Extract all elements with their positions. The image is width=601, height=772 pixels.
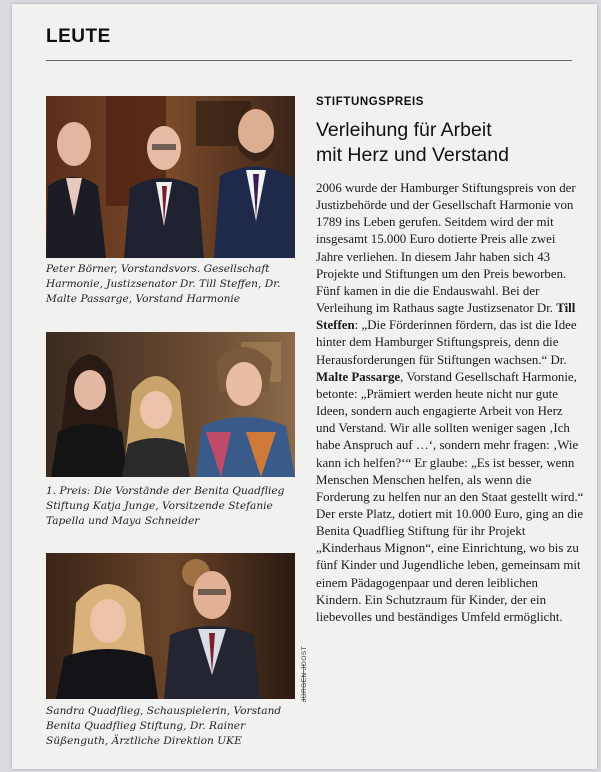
headline-line-2: mit Herz und Verstand	[316, 144, 509, 166]
photo-1	[46, 96, 295, 258]
photo-3	[46, 553, 295, 699]
photo-3-image	[46, 553, 295, 699]
article-name-steffen: Till Steffen	[316, 301, 576, 333]
photo-3-caption: Sandra Quadflieg, Schauspielerin, Vorstand Benita Quadflieg Stiftung, Dr. Rainer Süßenguth, Ärztliche Direktion UKE	[46, 705, 282, 748]
article-kicker: STIFTUNGSPREIS	[316, 96, 425, 108]
photo-2-image	[46, 332, 295, 477]
photo-1-image	[46, 96, 295, 258]
section-divider	[46, 60, 572, 61]
photo-2	[46, 332, 295, 477]
section-title: LEUTE	[46, 26, 111, 47]
article-text-part-1: 2006 wurde der Hamburger Stiftungspreis von der Justizbehörde und der Gesellschaft Harmonie von 1789 ins Leben gerufen. Seitdem wird der mit insgesamt 15.000 Euro dotierte Preis alle zwei Jahre verliehen. In diesem Jahr haben sich 43 Projekte und Stiftungen um den Preis beworben. Fünf kamen in die die Endauswahl. Bei der Verleihung im Rathaus sagte Justizsenator Dr.	[316, 181, 576, 316]
article-headline	[316, 118, 581, 168]
photo-1-caption: Peter Börner, Vorstandsvors. Gesellschaft Harmonie, Justizsenator Dr. Till Steffen, Dr. Malte Passarge, Vorstand Harmonie	[46, 263, 281, 306]
article-text-part-3: , Vorstand Gesellschaft Harmonie, betonte: „Prämiert werden heute nicht nur gute Ideen, sondern auch engagierte Arbeit von Herz und Verstand. Wir alle sollten weniger sagen ‚Ich habe Anspruch auf …‘, sondern mehr fragen: ‚Wie kann ich helfen?‘“ Er glaube: „Es ist besser, wenn Menschen Menschen helfen, als wenn die Forderung zu helfen nur an den Staat gestellt wird.“ Der erste Platz, dotiert mit 10.000 Euro, ging an die Benita Quadflieg Stiftung für ihr Projekt „Kinderhaus Mignon“, eine Einrichtung, wo bis zu fünf Kinder und Jugendliche leben, gemeinsam mit einem Pädagogenpaar und deren leiblichen Kindern. Ein Schutzraum für Kinder, der ein liebevolles und beständiges Umfeld ermöglicht.	[316, 369, 584, 624]
article-name-passarge: Malte Passarge	[316, 369, 401, 384]
article-body	[316, 180, 584, 626]
article-text-part-2: : „Die Förderinnen fördern, das ist die Idee hinter dem Hamburger Stiftungspreis, denn die Herausforderungen für Stiftungen wachsen.“ Dr.	[316, 318, 577, 367]
photo-credit: JÜRGEN JOOST	[301, 645, 308, 702]
photo-2-caption: 1. Preis: Die Vorstände der Benita Quadflieg Stiftung Katja Junge, Vorsitzende Stefanie Tapella und Maya Schneider	[46, 485, 285, 528]
headline-line-1: Verleihung für Arbeit	[316, 119, 492, 141]
